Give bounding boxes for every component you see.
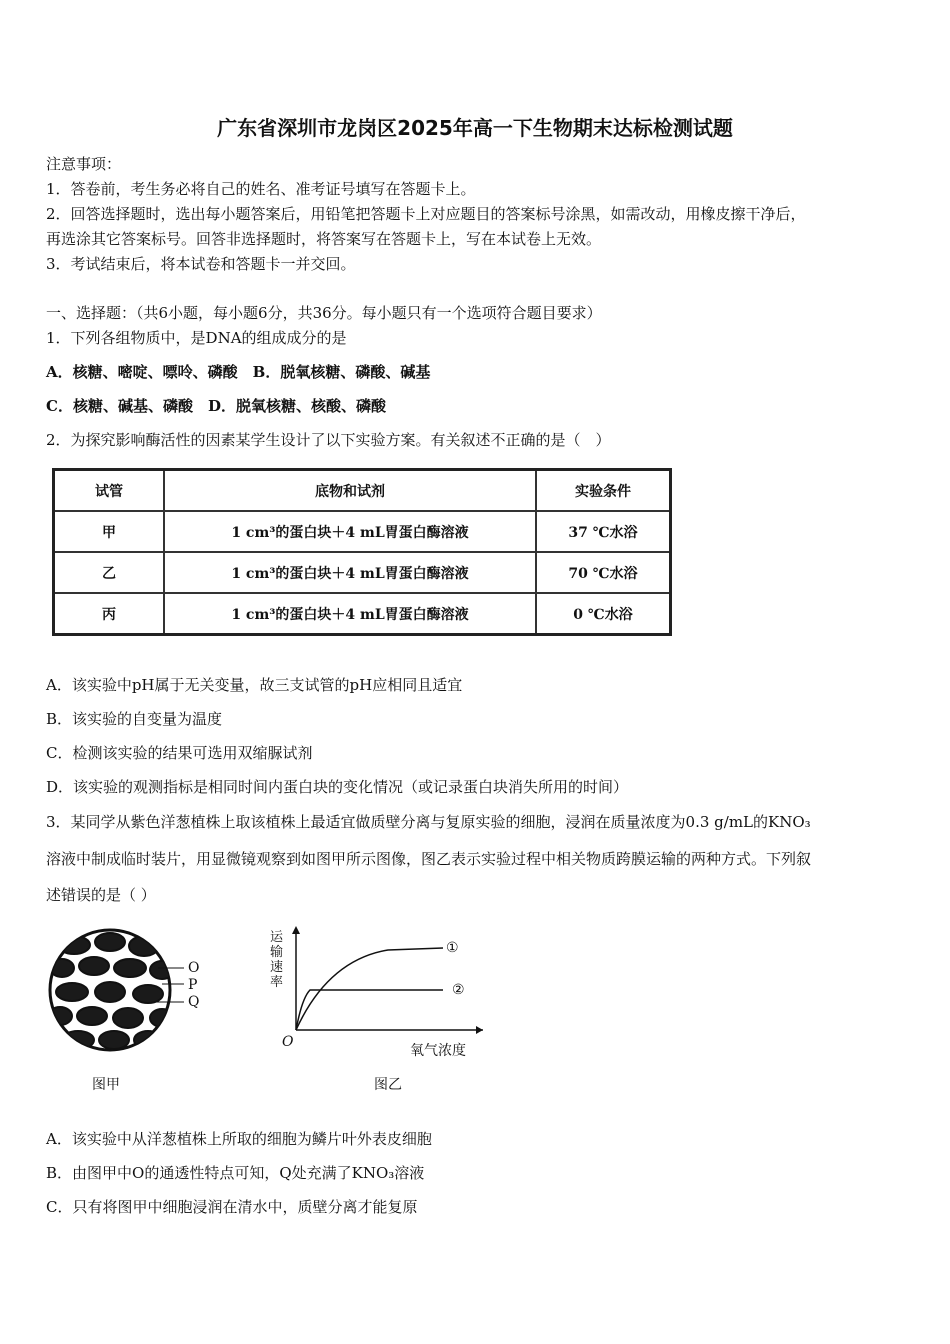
q3-option-a: A．该实验中从洋葱植株上所取的细胞为鳞片叶外表皮细胞	[46, 1130, 432, 1148]
notice-item-2: 2．回答选择题时，选出每小题答案后，用铅笔把答题卡上对应题目的答案标号涂黑，如需改动，用橡皮擦干净后，	[46, 205, 806, 223]
figure-a-caption: 图甲	[92, 1077, 120, 1093]
y-axis-arrow-icon	[292, 926, 300, 934]
table-cell: 0 ℃水浴	[536, 593, 671, 635]
figure-b-origin: O	[282, 1034, 294, 1050]
q2-option-d: D．该实验的观测指标是相同时间内蛋白块的变化情况（或记录蛋白块消失所用的时间）	[46, 778, 629, 796]
q2-option-b: B．该实验的自变量为温度	[46, 710, 223, 728]
x-axis-arrow-icon	[476, 1026, 483, 1034]
protoplast	[99, 1031, 129, 1049]
table-header: 试管	[54, 470, 165, 512]
notice-item-1: 1．答卷前，考生务必将自己的姓名、准考证号填写在答题卡上。	[46, 180, 476, 198]
figure-a-label-q: Q	[188, 994, 200, 1010]
curve-1	[296, 948, 443, 1030]
experiment-table	[52, 468, 672, 636]
q3-stem-line1: 3．某同学从紫色洋葱植株上取该植株上最适宜做质壁分离与复原实验的细胞，浸润在质量浓度为0.3 g/mL的KNO₃	[46, 813, 811, 831]
section-heading: 一、选择题：（共6小题，每小题6分，共36分。每小题只有一个选项符合题目要求）	[46, 304, 602, 322]
q3-option-b: B．由图甲中O的通透性特点可知，Q处充满了KNO₃溶液	[46, 1164, 425, 1182]
q1-stem: 1．下列各组物质中，是DNA的组成成分的是	[46, 329, 347, 347]
protoplast	[79, 957, 109, 975]
table-cell: 37 ℃水浴	[536, 511, 671, 552]
q3-stem-line3: 述错误的是（ ）	[46, 886, 156, 904]
figure-b-xlabel: 氧气浓度	[410, 1043, 466, 1059]
curve-2	[296, 990, 443, 1030]
figure-a-label-p: P	[188, 977, 198, 993]
table-cell: 1 cm³的蛋白块＋4 mL胃蛋白酶溶液	[164, 511, 536, 552]
q3-option-c: C．只有将图甲中细胞浸润在清水中，质壁分离才能复原	[46, 1198, 418, 1216]
protoplast	[134, 1031, 162, 1049]
q1-options-ab: A．核糖、嘧啶、嘌呤、磷酸 B．脱氧核糖、磷酸、碱基	[46, 363, 431, 381]
notice-heading: 注意事项：	[46, 155, 122, 173]
page-title: 广东省深圳市龙岗区2025年高一下生物期末达标检测试题	[217, 116, 733, 140]
table-cell: 乙	[54, 552, 165, 593]
table-header-row	[54, 470, 671, 512]
table-row	[54, 511, 671, 552]
protoplast	[150, 961, 174, 979]
table-header: 底物和试剂	[164, 470, 536, 512]
protoplast	[48, 1007, 72, 1025]
q1-options-cd: C．核糖、碱基、磷酸 D．脱氧核糖、核酸、磷酸	[46, 397, 386, 415]
protoplast	[95, 982, 125, 1002]
figure-b-curve1-label: ①	[446, 940, 459, 956]
figure-a-label-o: O	[188, 960, 200, 976]
table-row	[54, 552, 671, 593]
protoplast	[77, 1007, 107, 1025]
protoplast	[133, 985, 163, 1003]
table-cell: 1 cm³的蛋白块＋4 mL胃蛋白酶溶液	[164, 552, 536, 593]
q2-option-a: A．该实验中pH属于无关变量，故三支试管的pH应相同且适宜	[46, 676, 463, 694]
table-cell: 1 cm³的蛋白块＋4 mL胃蛋白酶溶液	[164, 593, 536, 635]
protoplast	[150, 1009, 174, 1027]
table-cell: 甲	[54, 511, 165, 552]
figure-b-caption: 图乙	[374, 1077, 402, 1093]
notice-item-2-cont: 再选涂其它答案标号。回答非选择题时，将答案写在答题卡上，写在本试卷上无效。	[46, 230, 602, 248]
protoplast	[114, 959, 146, 977]
protoplast	[95, 933, 125, 951]
table-header: 实验条件	[536, 470, 671, 512]
figure-b-curve2-label: ②	[452, 982, 465, 998]
table-row	[54, 593, 671, 635]
protoplast	[113, 1008, 143, 1028]
q2-stem: 2．为探究影响酶活性的因素某学生设计了以下实验方案。有关叙述不正确的是（ ）	[46, 431, 611, 449]
figure-b-ylabel: 运输速率	[270, 930, 284, 990]
table-cell: 丙	[54, 593, 165, 635]
table-cell: 70 ℃水浴	[536, 552, 671, 593]
notice-item-3: 3．考试结束后，将本试卷和答题卡一并交回。	[46, 255, 356, 273]
protoplast	[56, 983, 88, 1001]
q3-stem-line2: 溶液中制成临时装片，用显微镜观察到如图甲所示图像，图乙表示实验过程中相关物质跨膜运输的两种方式。下列叙	[46, 850, 812, 868]
q2-option-c: C．检测该实验的结果可选用双缩脲试剂	[46, 744, 313, 762]
